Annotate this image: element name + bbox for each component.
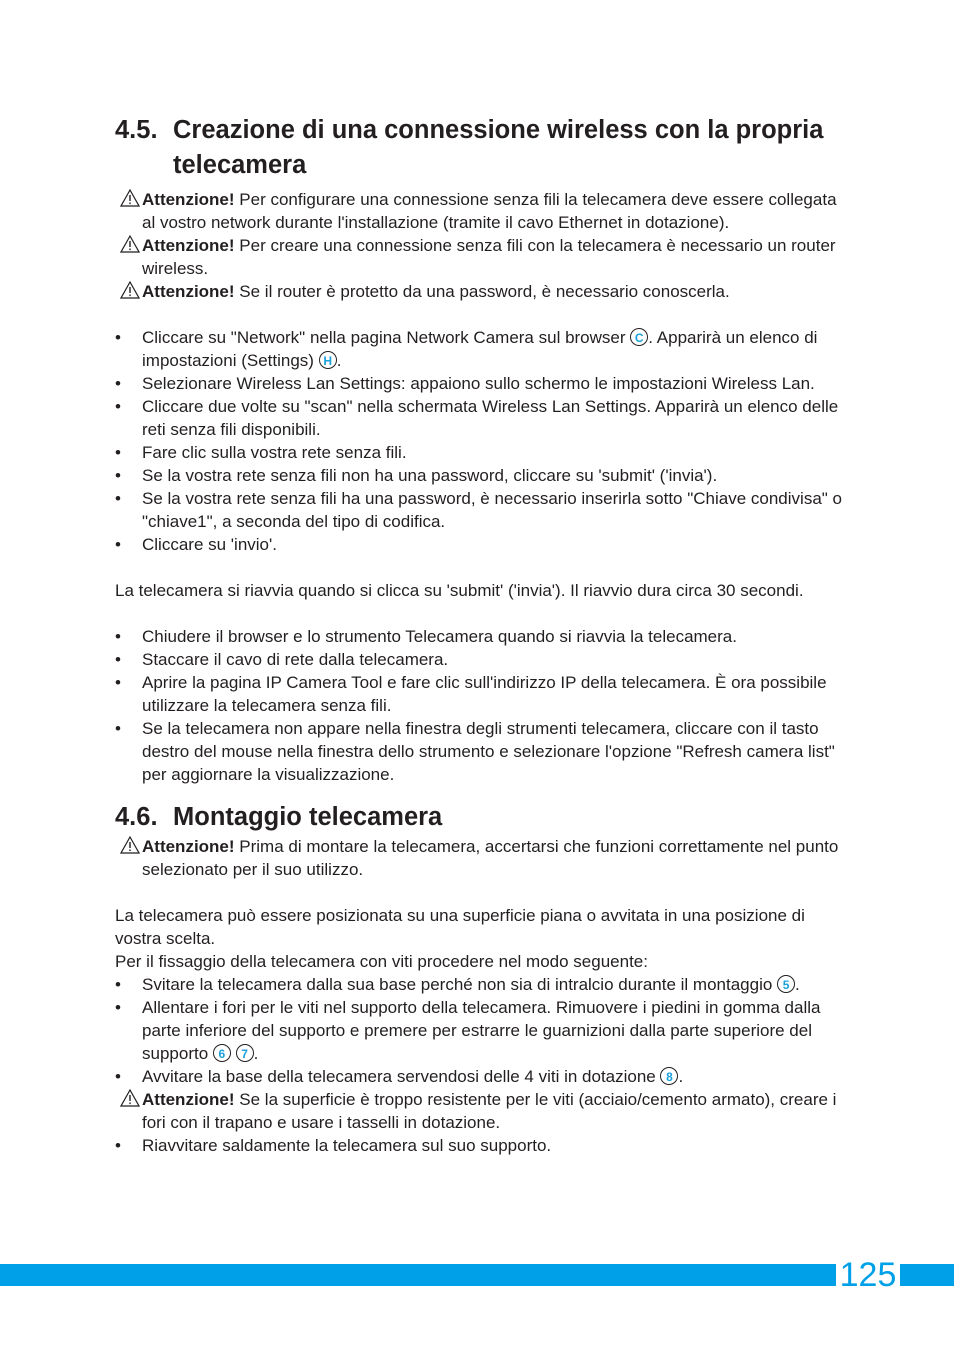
- list-item: [115, 441, 845, 464]
- warning-label: Attenzione!: [142, 190, 235, 209]
- callout-badge: 8: [660, 1067, 678, 1085]
- list-item: [115, 973, 845, 996]
- callout-badge: H: [319, 351, 337, 369]
- list-item-text: Se la vostra rete senza fili ha una password, è necessario inserirla sotto "Chiave condivisa" o "chiave1", a seconda del tipo di codifica.: [142, 489, 842, 531]
- bullet: •: [115, 1067, 121, 1086]
- list-item-text: Cliccare due volte su "scan" nella schermata Wireless Lan Settings. Apparirà un elenco delle reti senza fili disponibili.: [142, 397, 839, 439]
- list-item: [115, 1065, 845, 1088]
- list-item: [115, 648, 845, 671]
- list-item: [115, 326, 845, 372]
- list-item-text: Allentare i fori per le viti nel supporto della telecamera. Rimuovere i piedini in gomma dalla parte inferiore del supporto e premere per estrarre le guarnizioni dalla parte superiore del supporto: [142, 998, 821, 1063]
- mount-intro: Per il fissaggio della telecamera con viti procedere nel modo seguente:: [115, 952, 648, 971]
- list-item-text: Avvitare la base della telecamera servendosi delle 4 viti in dotazione: [142, 1067, 661, 1086]
- bullet: •: [115, 489, 121, 508]
- list-item-text: .: [678, 1067, 684, 1086]
- steps-list: [115, 326, 845, 556]
- bullet: •: [115, 466, 121, 485]
- list-item-text: Se la telecamera non appare nella finestra degli strumenti telecamera, cliccare con il tasto destro del mouse nella finestra dello strumento e selezionare l'opzione "Refresh camera list" per aggiornare la visualizzazione.: [142, 719, 835, 784]
- list-item: [115, 996, 845, 1065]
- list-item-text: Selezionare Wireless Lan Settings: appaiono sullo schermo le impostazioni Wireless Lan.: [142, 374, 815, 393]
- bullet: •: [115, 673, 121, 692]
- section-heading-4-6: [115, 800, 845, 835]
- list-item: [115, 372, 845, 395]
- bullet: •: [115, 374, 121, 393]
- bullet: •: [115, 998, 121, 1017]
- page-number: 125: [836, 1258, 900, 1292]
- list-item: [115, 625, 845, 648]
- bullet: •: [115, 650, 121, 669]
- steps-list: [115, 625, 845, 786]
- section-title: Montaggio telecamera: [173, 803, 443, 831]
- list-item-text: Svitare la telecamera dalla sua base perché non sia di intralcio durante il montaggio: [142, 975, 778, 994]
- list-item-text: Staccare il cavo di rete dalla telecamera.: [142, 650, 449, 669]
- list-item-text: Se la vostra rete senza fili non ha una password, cliccare su 'submit' ('invia').: [142, 466, 718, 485]
- list-item: [115, 717, 845, 786]
- bullet: •: [115, 397, 121, 416]
- list-item-text: Fare clic sulla vostra rete senza fili.: [142, 443, 407, 462]
- bullet: •: [115, 627, 121, 646]
- warning-note: [115, 234, 845, 280]
- footer-bar: [0, 1264, 954, 1286]
- callout-badge: 7: [236, 1044, 254, 1062]
- bullet: •: [115, 975, 121, 994]
- list-item-text: Cliccare su 'invio'.: [142, 535, 277, 554]
- bullet: •: [115, 535, 121, 554]
- warning-text: Se il router è protetto da una password, è necessario conoscerla.: [239, 282, 730, 301]
- list-item: [115, 487, 845, 533]
- list-item: [115, 671, 845, 717]
- warning-text: Prima di montare la telecamera, accertarsi che funzioni correttamente nel punto selezionato per il suo utilizzo.: [142, 837, 839, 879]
- callout-badge: C: [630, 328, 648, 346]
- warning-icon: [120, 189, 140, 207]
- bullet: •: [115, 443, 121, 462]
- warning-icon: [120, 281, 140, 299]
- bullet: •: [115, 1136, 121, 1155]
- warning-label: Attenzione!: [142, 282, 235, 301]
- list-item-text: .: [253, 1044, 259, 1063]
- warning-note: [115, 280, 845, 303]
- page-content: [115, 113, 845, 1157]
- list-item-text: Riavvitare saldamente la telecamera sul suo supporto.: [142, 1136, 552, 1155]
- list-item-text: . Apparirà un elenco di impostazioni (Settings): [142, 328, 818, 370]
- warning-label: Attenzione!: [142, 1090, 235, 1109]
- mount-intro: La telecamera può essere posizionata su una superficie piana o avvitata in una posizione di vostra scelta.: [115, 906, 805, 948]
- warning-label: Attenzione!: [142, 236, 235, 255]
- callout-badge: 6: [213, 1044, 231, 1062]
- section-title: Creazione di una connessione wireless con la propria telecamera: [173, 116, 824, 179]
- bullet: •: [115, 719, 121, 738]
- warning-icon: [120, 836, 140, 854]
- list-item: [115, 1134, 845, 1157]
- section-heading-4-5: [115, 113, 845, 183]
- warning-note: [115, 1088, 845, 1134]
- warning-text: Se la superficie è troppo resistente per le viti (acciaio/cemento armato), creare i fori con il trapano e usare i tasselli in dotazione.: [142, 1090, 837, 1132]
- warning-icon: [120, 1089, 140, 1107]
- list-item: [115, 464, 845, 487]
- warning-note: [115, 188, 845, 234]
- list-item-text: .: [336, 351, 342, 370]
- section-number: 4.6.: [115, 803, 158, 831]
- restart-note: La telecamera si riavvia quando si clicca su 'submit' ('invia'). Il riavvio dura circa 30 secondi.: [115, 581, 804, 600]
- list-item: [115, 395, 845, 441]
- warning-note: [115, 835, 845, 881]
- mount-steps-list: [115, 1134, 845, 1157]
- warning-text: Per creare una connessione senza fili con la telecamera è necessario un router wireless.: [142, 236, 836, 278]
- warning-text: Per configurare una connessione senza fili la telecamera deve essere collegata al vostro network durante l'installazione (tramite il cavo Ethernet in dotazione).: [142, 190, 837, 232]
- list-item-text: Chiudere il browser e lo strumento Telecamera quando si riavvia la telecamera.: [142, 627, 737, 646]
- section-number: 4.5.: [115, 116, 158, 144]
- list-item-text: Aprire la pagina IP Camera Tool e fare clic sull'indirizzo IP della telecamera. È ora possibile utilizzare la telecamera senza fili.: [142, 673, 827, 715]
- warning-label: Attenzione!: [142, 837, 235, 856]
- warning-icon: [120, 235, 140, 253]
- mount-steps-list: [115, 973, 845, 1088]
- bullet: •: [115, 328, 121, 347]
- list-item-text: Cliccare su "Network" nella pagina Network Camera sul browser: [142, 328, 631, 347]
- callout-badge: 5: [777, 975, 795, 993]
- list-item-text: .: [795, 975, 800, 994]
- list-item: [115, 533, 845, 556]
